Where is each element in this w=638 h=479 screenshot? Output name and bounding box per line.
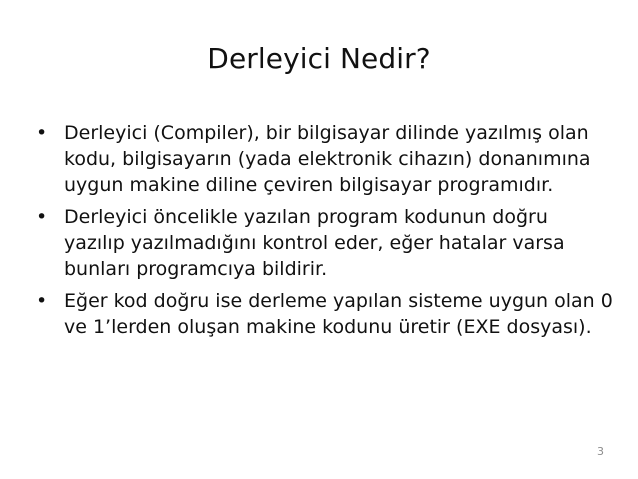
bullet-list — [34, 120, 614, 346]
bullet-icon: • — [36, 206, 48, 228]
bullet-item-machine-code — [34, 288, 614, 340]
bullet-text: Derleyici öncelikle yazılan program kodunun doğru yazılıp yazılmadığını kontrol eder, eğer hatalar varsa bunları programcıya bildirir. — [64, 206, 565, 280]
bullet-item-compiler-definition — [34, 120, 614, 198]
bullet-icon: • — [36, 122, 48, 144]
page-number: 3 — [597, 445, 604, 458]
bullet-icon: • — [36, 290, 48, 312]
bullet-text: Derleyici (Compiler), bir bilgisayar dilinde yazılmış olan kodu, bilgisayarın (yada elektronik cihazın) donanımına uygun makine diline çeviren bilgisayar programıdır. — [64, 122, 591, 196]
bullet-item-error-check — [34, 204, 614, 282]
bullet-text: Eğer kod doğru ise derleme yapılan sisteme uygun olan 0 ve 1’lerden oluşan makine kodunu üretir (EXE dosyası). — [64, 290, 613, 338]
slide-title: Derleyici Nedir? — [207, 42, 431, 75]
